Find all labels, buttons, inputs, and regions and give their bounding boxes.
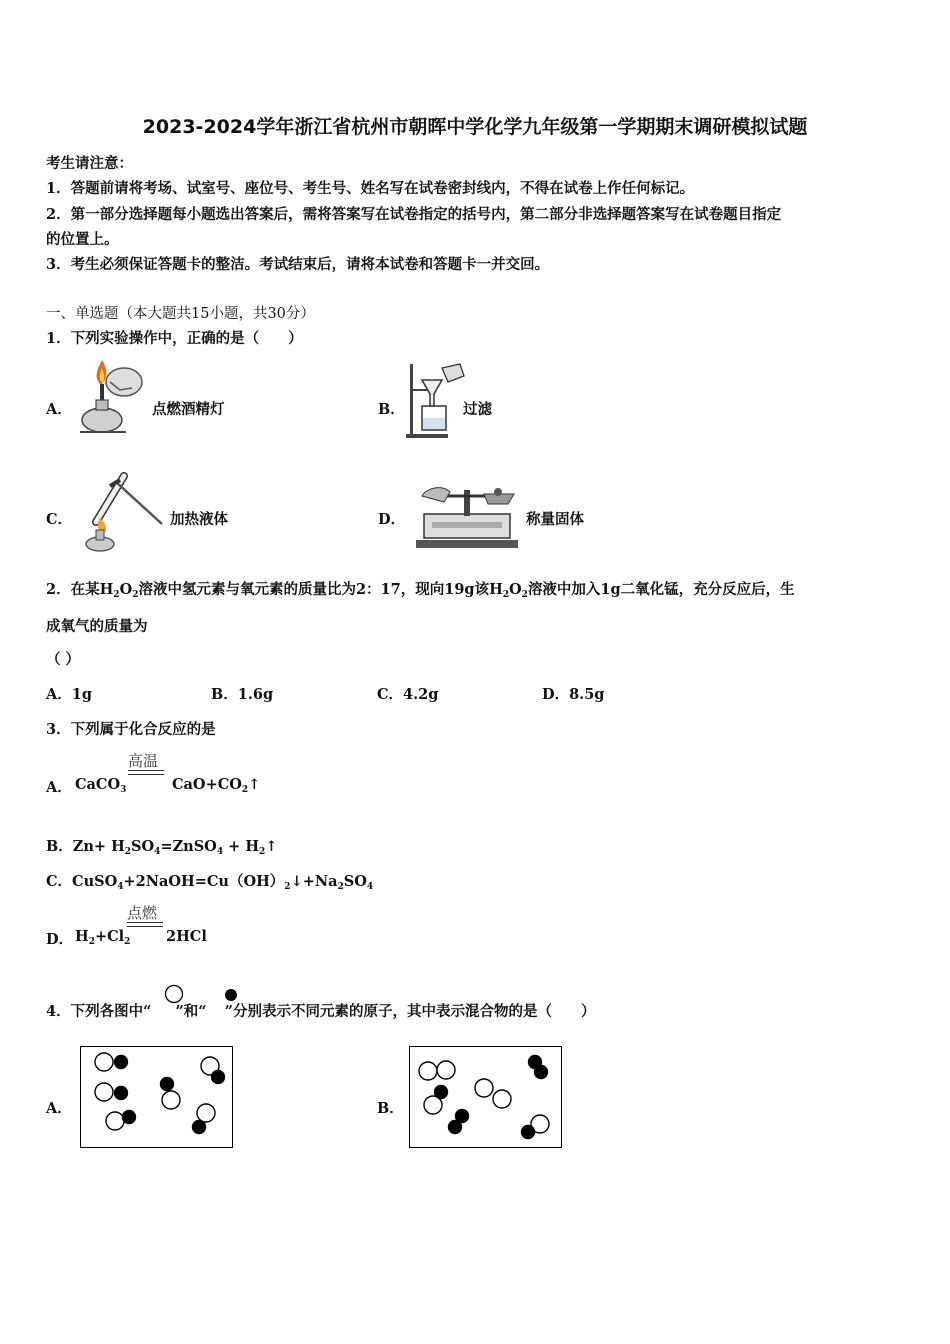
q4-option-a-letter: A． (46, 1100, 72, 1117)
filtration-icon (404, 360, 466, 440)
notice-item: 3．考生必须保证答题卡的整洁。考试结束后，请将本试卷和答题卡一并交回。 (46, 256, 550, 273)
question-2-stem-line2: 成氧气的质量为 (46, 618, 148, 635)
q4-option-b-letter: B． (377, 1100, 404, 1117)
q3-option-a-product: $CaO+CO_2↑$ (172, 776, 261, 795)
q2-option-b: B．1.6g (211, 686, 274, 703)
q2-option-a: A．1g (46, 686, 92, 703)
q1-option-b-letter: B． (378, 401, 405, 418)
q2-option-c: C．4.2g (377, 686, 439, 703)
notice-item: 2．第一部分选择题每小题选出答案后，需将答案写在试卷指定的括号内，第二部分非选择题答案写在试卷题目指定 (46, 206, 782, 223)
question-2-stem: 2．在某$H_2O_2$溶液中氢元素与氧元素的质量比为2：17，现向19g该$H_2O_2$溶液中加入1g二氧化锰，充分反应后，生 (46, 581, 795, 600)
q1-option-b-label: 过滤 (463, 401, 492, 418)
q3-option-d-reactants: $H_2+Cl_2$ (75, 928, 131, 947)
q1-option-c-letter: C． (46, 511, 73, 528)
question-4-stem: 4．下列各图中“ ”和“ ”分别表示不同元素的原子，其中表示混合物的是（ ） (46, 1003, 596, 1020)
question-3-stem: 3．下列属于化合反应的是 (46, 721, 216, 738)
equals-sign-line (128, 774, 164, 775)
q3-option-a-reactant: CaCO$_3$ (75, 776, 127, 795)
q1-option-a-label: 点燃酒精灯 (152, 401, 225, 418)
alcohol-lamp-ignition-icon (74, 358, 152, 438)
q3-option-a-letter: A． (46, 779, 72, 796)
white-atom-icon (164, 984, 184, 1004)
reaction-condition-high-temp: 高温 (128, 752, 159, 770)
notice-item: 的位置上。 (46, 231, 119, 248)
q1-option-a-letter: A． (46, 401, 72, 418)
black-atom-icon (224, 988, 238, 1002)
q2-option-d: D．8.5g (542, 686, 605, 703)
q4-option-b-particles (410, 1047, 561, 1147)
heating-liquid-icon (80, 468, 170, 554)
q3-option-d-letter: D． (46, 931, 74, 948)
q1-option-d-label: 称量固体 (526, 511, 584, 528)
page-title: 2023-2024学年浙江省杭州市朝晖中学化学九年级第一学期期末调研模拟试题 (142, 116, 808, 138)
question-1-stem: 1．下列实验操作中，正确的是（ ） (46, 330, 303, 347)
section-heading: 一、单选题（本大题共15小题，共30分） (46, 306, 315, 322)
answer-paren: （ ） (46, 651, 81, 668)
q4-option-b-particle-box (409, 1046, 562, 1148)
q1-option-d-letter: D． (378, 511, 406, 528)
balance-weighing-icon (412, 482, 522, 552)
q3-option-d-product: 2HCl (166, 928, 207, 945)
reaction-condition-ignite: 点燃 (127, 904, 158, 922)
q4-option-a-particle-box (80, 1046, 233, 1148)
notice-heading: 考生请注意： (46, 155, 133, 172)
equals-sign-line (128, 770, 164, 771)
notice-item: 1．答题前请将考场、试室号、座位号、考生号、姓名写在试卷密封线内，不得在试卷上作任何标记。 (46, 180, 695, 197)
q3-option-c: C．$CuSO_4+2NaOH=Cu(OH)_2↓+Na_2SO_4$ (46, 873, 374, 892)
equals-sign-line (127, 926, 163, 927)
q1-option-c-label: 加热液体 (170, 511, 228, 528)
q3-option-b: B．$Zn+ H_2SO_4=ZnSO_4$ + $H_2↑$ (46, 838, 278, 857)
equals-sign-line (127, 922, 163, 923)
q4-option-a-particles (81, 1047, 232, 1147)
